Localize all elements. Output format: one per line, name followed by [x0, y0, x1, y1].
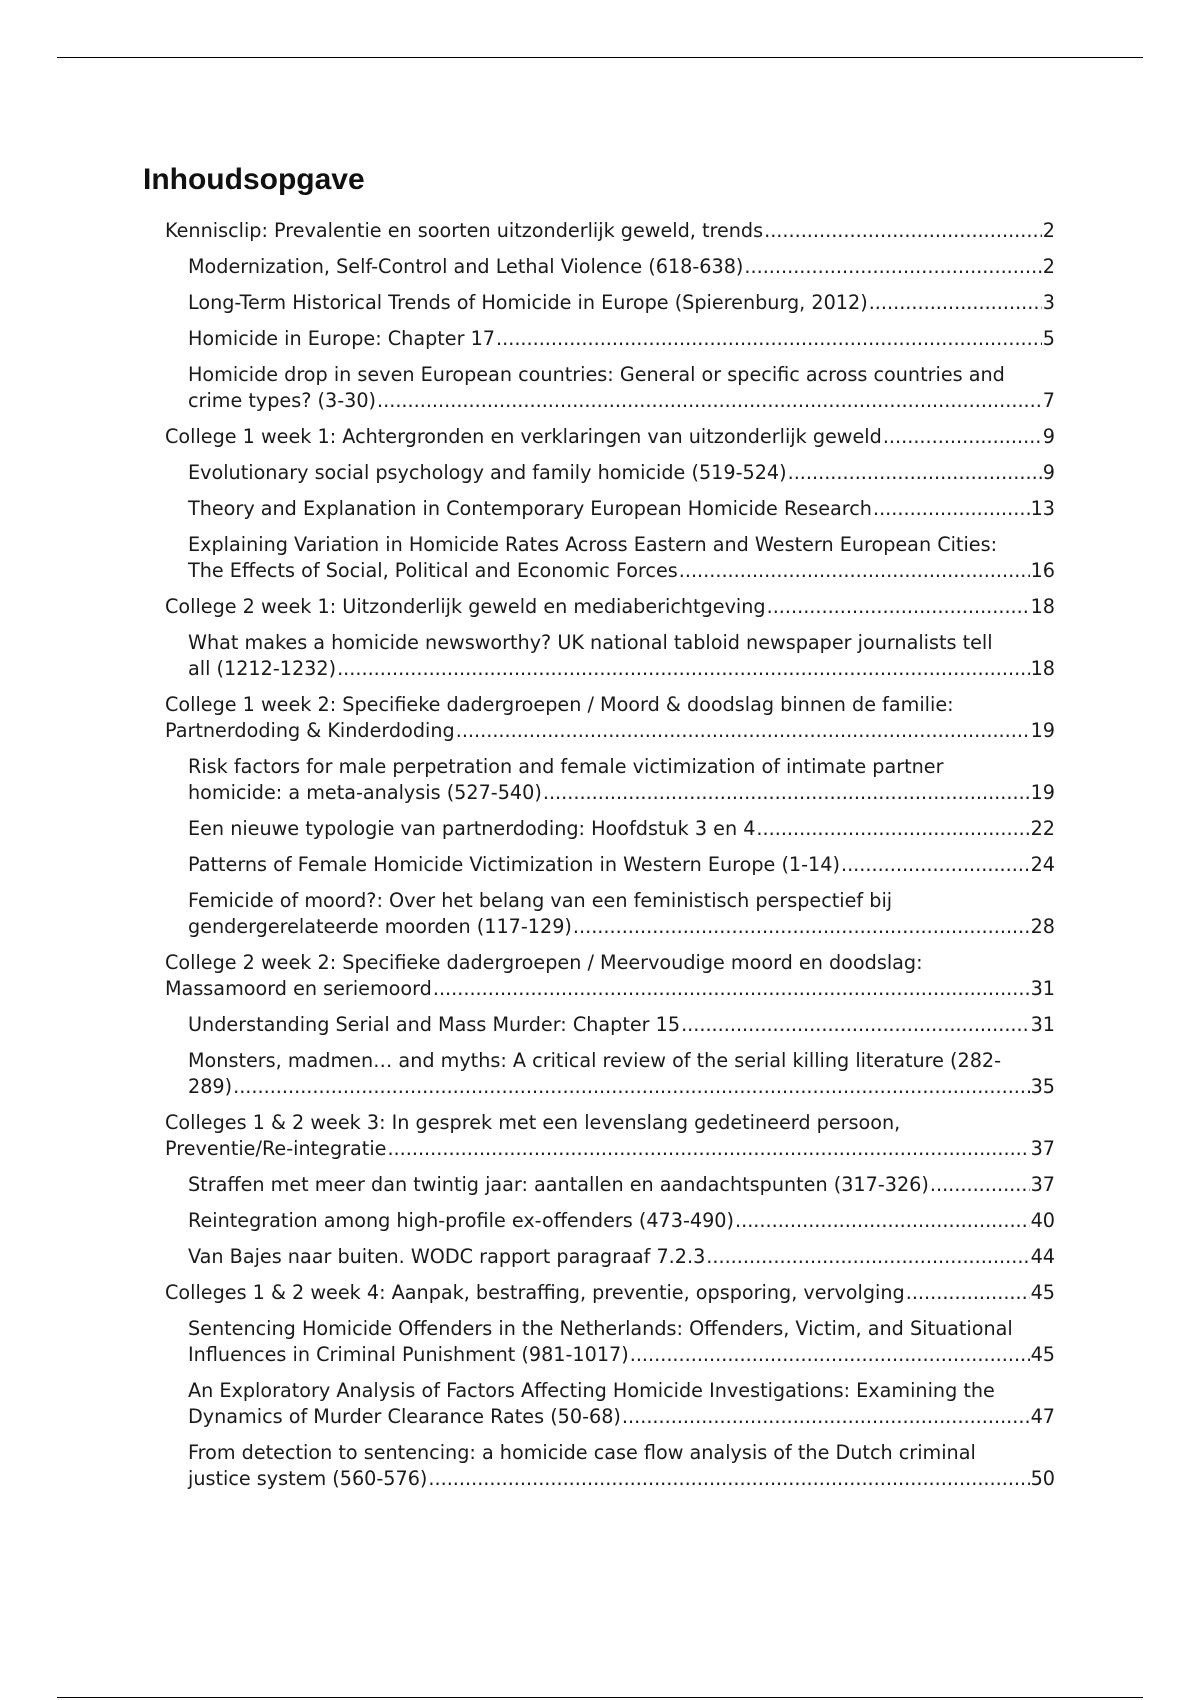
toc-page-number: 24 [1030, 853, 1055, 876]
toc-entry-text: Een nieuwe typologie van partnerdoding: Hoofdstuk 3 en 4 [188, 817, 756, 840]
toc-page-number: 3 [1042, 291, 1055, 314]
toc-entry-line [165, 424, 1055, 450]
toc-page-number: 31 [1030, 977, 1055, 1000]
toc-entry-text: Massamoord en seriemoord [165, 977, 432, 1000]
toc-leader-dots [573, 914, 1030, 940]
toc-section-entry[interactable] [188, 754, 1055, 806]
toc-section-entry[interactable] [188, 1378, 1055, 1430]
toc-leader-dots [377, 388, 1042, 414]
toc-section-entry[interactable] [188, 532, 1055, 584]
toc-entry-line [188, 254, 1055, 280]
toc-page-number: 35 [1030, 1075, 1055, 1098]
toc-page-number: 40 [1030, 1209, 1055, 1232]
toc-entry-text: Reintegration among high-profile ex-offenders (473-490) [188, 1209, 734, 1232]
toc-leader-dots [873, 496, 1030, 522]
toc-entry-line [188, 1244, 1055, 1270]
toc-entry-text: College 1 week 2: Specifieke dadergroepen / Moord & doodslag binnen de familie: [165, 693, 954, 716]
toc-entry-line [188, 1074, 1055, 1100]
toc-entry-text: Van Bajes naar buiten. WODC rapport paragraaf 7.2.3 [188, 1245, 706, 1268]
toc-page-number: 45 [1030, 1281, 1055, 1304]
toc-page-number: 13 [1030, 497, 1055, 520]
toc-entry-text: Femicide of moord?: Over het belang van een feministisch perspectief bij [188, 889, 893, 912]
toc-entry-line [188, 326, 1055, 352]
toc-section-entry[interactable] [188, 290, 1055, 316]
toc-entry-line [188, 388, 1055, 414]
toc-page-number: 28 [1030, 915, 1055, 938]
toc-entry-line [188, 1342, 1055, 1368]
toc-leader-dots [433, 976, 1030, 1002]
toc-section-entry[interactable] [188, 460, 1055, 486]
toc-leader-dots [337, 656, 1030, 682]
toc-page-number: 37 [1030, 1173, 1055, 1196]
toc-leader-dots [906, 1280, 1030, 1306]
toc-entry-text: Evolutionary social psychology and family homicide (519-524) [188, 461, 787, 484]
toc-section-entry[interactable] [188, 362, 1055, 414]
toc-entry-text: Long-Term Historical Trends of Homicide in Europe (Spierenburg, 2012) [188, 291, 868, 314]
toc-entry-line [188, 816, 1055, 842]
toc-entry-text: Understanding Serial and Mass Murder: Chapter 15 [188, 1013, 681, 1036]
table-of-contents [0, 218, 1200, 1502]
toc-entry-text: Theory and Explanation in Contemporary European Homicide Research [188, 497, 872, 520]
toc-leader-dots [735, 1208, 1030, 1234]
toc-entry-text: Modernization, Self-Control and Lethal Violence (618-638) [188, 255, 744, 278]
toc-leader-dots [233, 1074, 1029, 1100]
toc-entry-text: Homicide drop in seven European countries: General or specific across countries and [188, 363, 1005, 386]
toc-page-number: 9 [1042, 461, 1055, 484]
toc-chapter-entry[interactable] [165, 1280, 1055, 1306]
toc-page-number: 37 [1030, 1137, 1055, 1160]
toc-entry-text: Dynamics of Murder Clearance Rates (50-68) [188, 1405, 621, 1428]
toc-chapter-entry[interactable] [165, 692, 1055, 744]
toc-page-number: 18 [1030, 595, 1055, 618]
toc-section-entry[interactable] [188, 254, 1055, 280]
toc-page-number: 50 [1030, 1467, 1055, 1490]
toc-entry-text: Kennisclip: Prevalentie en soorten uitzonderlijk geweld, trends [165, 219, 764, 242]
toc-section-entry[interactable] [188, 816, 1055, 842]
toc-entry-text: crime types? (3-30) [188, 389, 377, 412]
toc-section-entry[interactable] [188, 852, 1055, 878]
header-rule [57, 57, 1143, 58]
toc-section-entry[interactable] [188, 1012, 1055, 1038]
toc-leader-dots [767, 594, 1030, 620]
toc-chapter-entry[interactable] [165, 594, 1055, 620]
toc-page-number: 2 [1042, 219, 1055, 242]
toc-entry-text: all (1212-1232) [188, 657, 337, 680]
toc-page-number: 22 [1030, 817, 1055, 840]
toc-section-entry[interactable] [188, 1048, 1055, 1100]
toc-entry-line [188, 914, 1055, 940]
toc-page-number: 16 [1030, 559, 1055, 582]
toc-entry-text: Homicide in Europe: Chapter 17 [188, 327, 496, 350]
toc-section-entry[interactable] [188, 326, 1055, 352]
toc-entry-line [188, 1012, 1055, 1038]
toc-entry-text: From detection to sentencing: a homicide case flow analysis of the Dutch criminal [188, 1441, 976, 1464]
toc-leader-dots [756, 816, 1029, 842]
toc-leader-dots [679, 558, 1030, 584]
toc-entry-text: 289) [188, 1075, 233, 1098]
footer-rule [57, 1697, 1143, 1698]
toc-chapter-entry[interactable] [165, 950, 1055, 1002]
toc-entry-line [165, 1136, 1055, 1162]
toc-entry-text: Colleges 1 & 2 week 3: In gesprek met een levenslang gedetineerd persoon, [165, 1111, 901, 1134]
toc-leader-dots [788, 460, 1042, 486]
toc-entry-text: College 1 week 1: Achtergronden en verklaringen van uitzonderlijk geweld [165, 425, 882, 448]
toc-section-entry[interactable] [188, 1244, 1055, 1270]
toc-entry-line [188, 1208, 1055, 1234]
toc-page-number: 2 [1042, 255, 1055, 278]
toc-leader-dots [622, 1404, 1030, 1430]
toc-entry-text: Sentencing Homicide Offenders in the Netherlands: Offenders, Victim, and Situational [188, 1317, 1013, 1340]
toc-entry-line [188, 496, 1055, 522]
toc-leader-dots [764, 218, 1042, 244]
page-title: Inhoudsopgave [143, 163, 365, 196]
toc-section-entry[interactable] [188, 1440, 1055, 1492]
toc-leader-dots [681, 1012, 1030, 1038]
toc-chapter-entry[interactable] [165, 218, 1055, 244]
toc-chapter-entry[interactable] [165, 424, 1055, 450]
toc-entry-text: An Exploratory Analysis of Factors Affecting Homicide Investigations: Examining the [188, 1379, 995, 1402]
toc-section-entry[interactable] [188, 888, 1055, 940]
toc-page-number: 5 [1042, 327, 1055, 350]
toc-entry-line [188, 558, 1055, 584]
toc-entry-line [165, 594, 1055, 620]
toc-leader-dots [706, 1244, 1029, 1270]
toc-entry-text: College 2 week 2: Specifieke dadergroepen / Meervoudige moord en doodslag: [165, 951, 923, 974]
toc-page-number: 18 [1030, 657, 1055, 680]
toc-entry-text: The Effects of Social, Political and Economic Forces [188, 559, 678, 582]
toc-entry-text: Partnerdoding & Kinderdoding [165, 719, 455, 742]
toc-entry-line [165, 1280, 1055, 1306]
toc-leader-dots [630, 1342, 1030, 1368]
toc-entry-text: Colleges 1 & 2 week 4: Aanpak, bestraffing, preventie, opsporing, vervolging [165, 1281, 905, 1304]
toc-leader-dots [883, 424, 1042, 450]
toc-entry-text: What makes a homicide newsworthy? UK national tabloid newspaper journalists tell [188, 631, 993, 654]
toc-section-entry[interactable] [188, 630, 1055, 682]
toc-leader-dots [869, 290, 1042, 316]
toc-page-number: 19 [1030, 719, 1055, 742]
toc-section-entry[interactable] [188, 1172, 1055, 1198]
toc-entry-text: justice system (560-576) [188, 1467, 428, 1490]
toc-page-number: 7 [1042, 389, 1055, 412]
toc-entry-text: Straffen met meer dan twintig jaar: aantallen en aandachtspunten (317-326) [188, 1173, 929, 1196]
toc-entry-text: homicide: a meta-analysis (527-540) [188, 781, 542, 804]
toc-leader-dots [387, 1136, 1029, 1162]
toc-entry-text: Influences in Criminal Punishment (981-1017) [188, 1343, 629, 1366]
toc-entry-text: College 2 week 1: Uitzonderlijk geweld en mediaberichtgeving [165, 595, 766, 618]
toc-leader-dots [496, 326, 1042, 352]
toc-section-entry[interactable] [188, 496, 1055, 522]
toc-entry-line [165, 718, 1055, 744]
toc-entry-line [188, 780, 1055, 806]
toc-entry-line [188, 656, 1055, 682]
toc-entry-text: Preventie/Re-integratie [165, 1137, 387, 1160]
toc-entry-line [188, 852, 1055, 878]
toc-entry-line [188, 1404, 1055, 1430]
toc-entry-text: Patterns of Female Homicide Victimization in Western Europe (1-14) [188, 853, 840, 876]
toc-entry-line [188, 1172, 1055, 1198]
toc-entry-text: Monsters, madmen… and myths: A critical review of the serial killing literature (282- [188, 1049, 1002, 1072]
toc-section-entry[interactable] [188, 1208, 1055, 1234]
toc-page-number: 44 [1030, 1245, 1055, 1268]
toc-page-number: 45 [1030, 1343, 1055, 1366]
toc-page-number: 19 [1030, 781, 1055, 804]
toc-entry-text: Risk factors for male perpetration and female victimization of intimate partner [188, 755, 944, 778]
toc-page-number: 31 [1030, 1013, 1055, 1036]
toc-page-number: 47 [1030, 1405, 1055, 1428]
toc-page-number: 9 [1042, 425, 1055, 448]
toc-entry-line [188, 290, 1055, 316]
toc-leader-dots [428, 1466, 1029, 1492]
toc-entry-line [165, 218, 1055, 244]
toc-leader-dots [841, 852, 1030, 878]
toc-chapter-entry[interactable] [165, 1110, 1055, 1162]
toc-entry-text: Explaining Variation in Homicide Rates Across Eastern and Western European Cities: [188, 533, 998, 556]
toc-leader-dots [456, 718, 1030, 744]
toc-entry-text: gendergerelateerde moorden (117-129) [188, 915, 572, 938]
toc-leader-dots [543, 780, 1030, 806]
toc-leader-dots [930, 1172, 1030, 1198]
toc-entry-line [188, 460, 1055, 486]
toc-leader-dots [744, 254, 1041, 280]
toc-entry-line [188, 1466, 1055, 1492]
toc-section-entry[interactable] [188, 1316, 1055, 1368]
toc-entry-line [165, 976, 1055, 1002]
